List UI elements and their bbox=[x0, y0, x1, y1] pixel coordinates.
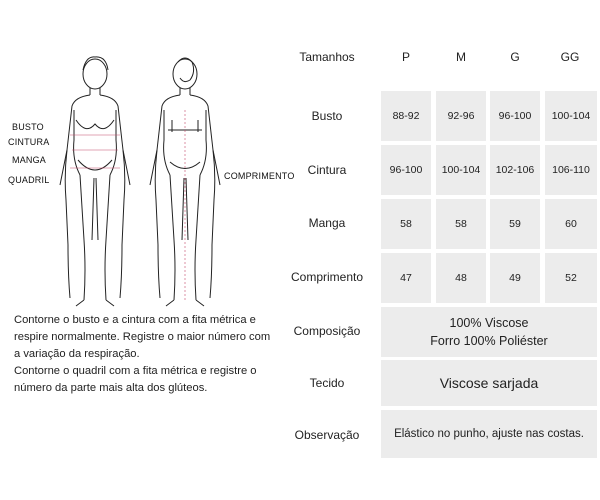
row-label-composicao: Composição bbox=[293, 324, 361, 338]
row-label-busto: Busto bbox=[311, 109, 343, 123]
table-cell: 96-100 bbox=[490, 91, 540, 141]
table-cell: 60 bbox=[545, 199, 597, 249]
table-cell: 106-110 bbox=[545, 145, 597, 195]
label-busto: BUSTO bbox=[12, 122, 44, 132]
tecido-cell: Viscose sarjada bbox=[381, 360, 597, 406]
table-cell: 100-104 bbox=[545, 91, 597, 141]
size-header-m: M bbox=[456, 50, 466, 64]
header-tamanhos: Tamanhos bbox=[299, 50, 355, 64]
table-cell: 58 bbox=[381, 199, 431, 249]
size-header-gg: GG bbox=[560, 50, 580, 64]
row-label-observacao: Observação bbox=[294, 428, 360, 442]
row-label-comprimento: Comprimento bbox=[290, 270, 364, 284]
row-label-manga: Manga bbox=[308, 216, 346, 230]
table-cell: 52 bbox=[545, 253, 597, 303]
table-cell: 59 bbox=[490, 199, 540, 249]
row-label-tecido: Tecido bbox=[309, 376, 345, 390]
table-cell: 49 bbox=[490, 253, 540, 303]
instruction-quadril: Contorne o quadril com a fita métrica e registre o número da parte mais alta dos glúteos. bbox=[14, 365, 257, 394]
label-cintura: CINTURA bbox=[8, 137, 50, 147]
label-quadril: QUADRIL bbox=[8, 175, 50, 185]
table-cell: 88-92 bbox=[381, 91, 431, 141]
table-cell: 96-100 bbox=[381, 145, 431, 195]
table-cell: 47 bbox=[381, 253, 431, 303]
composicao-line-1: 100% Viscose bbox=[449, 316, 529, 330]
front-figure bbox=[60, 57, 130, 306]
table-cell: 100-104 bbox=[436, 145, 486, 195]
observacao-cell: Elástico no punho, ajuste nas costas. bbox=[381, 410, 597, 458]
table-cell: 58 bbox=[436, 199, 486, 249]
composicao-cell bbox=[381, 307, 597, 357]
table-cell: 102-106 bbox=[490, 145, 540, 195]
back-figure bbox=[150, 58, 220, 306]
label-comprimento: COMPRIMENTO bbox=[224, 171, 295, 181]
label-manga: MANGA bbox=[12, 155, 47, 165]
table-cell: 48 bbox=[436, 253, 486, 303]
size-header-p: P bbox=[401, 50, 410, 64]
table-cell: 92-96 bbox=[436, 91, 486, 141]
instruction-busto-cintura: Contorne o busto e a cintura com a fita métrica e respire normalmente. Registre o maior número com a variação da respiração. bbox=[14, 314, 271, 360]
composicao-line-2: Forro 100% Poliéster bbox=[430, 334, 548, 348]
row-label-cintura: Cintura bbox=[307, 163, 347, 177]
size-header-g: G bbox=[510, 50, 520, 64]
